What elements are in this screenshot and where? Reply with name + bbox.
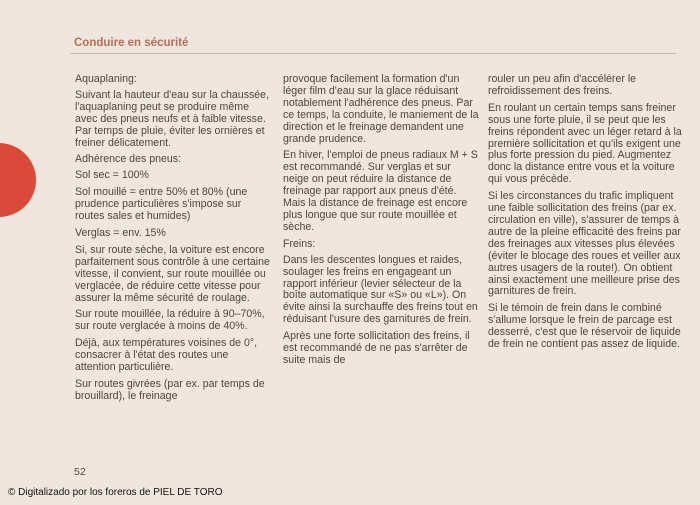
route-seche-paragraph: Si, sur route sèche, la voiture est encore parfaitement sous contrôle à une certaine vitesse, il convient, sur route mouillée ou verglacée, de réduire cette vitesse pour assurer la même sécurité de roulage. [75,243,270,304]
section-tab-marker [0,143,36,217]
text-column-1 [75,74,271,408]
freins-heading: Freins: [283,237,316,250]
descentes-paragraph: Dans les descentes longues et raides, soulager les freins en engageant un rapport inférieur (levier sélecteur de la boîte automatique sur «S» ou «L»). On évite ainsi la surchauffe des freins tout en réduisant l'usure des garnitures de frein. [283,253,478,326]
temoin-paragraph: Si le témoin de frein dans le combiné s'allume lorsque le frein de parcage est desserré, c'est que le réservoir de liquide de frein ne contient pas assez de liquide. [488,302,681,351]
scan-credit: © Digitalizado por los foreros de PIEL DE TORO [8,487,223,498]
adherence-heading: Adhérence des pneus: [75,153,182,166]
givrees-continuation-paragraph: provoque facilement la formation d'un léger film d'eau sur la glace réduisant notablement l'adhérence des pneus. Par ce temps, la conduite, le maniement de la direction et le freinage demandent une grande prudence. [283,73,479,145]
refroidissement-paragraph: rouler un peu afin d'accélérer le refroidissement des freins. [488,73,637,97]
trafic-paragraph: Si les circonstances du trafic impliquent une faible sollicitation des freins (par ex. circulation en ville), s'assurer de temps à autre de la pleine efficacité des freins par des freinages aux vitesses plus élevées (éviter le blocage des roues et veiller aux autres usagers de la route!). On obtient ainsi exactement une meilleure prise des garnitures de frein. [488,190,681,298]
section-title: Conduire en sécurité [74,37,189,49]
text-column-3 [488,74,684,356]
aquaplaning-paragraph: Suivant la hauteur d'eau sur la chaussée, l'aquaplaning peut se produire même avec des pneus neufs et à faible vitesse. Par temps de pluie, éviter les ornières et freiner délicatement. [75,88,270,149]
hiver-paragraph: En hiver, l'emploi de pneus radiaux M + S est recommandé. Sur verglas et sur neige on peut réduire la distance de freinage par rapport aux pneus d'été. Mais la distance de freinage est encore plus longue que sur route mouillée et sèche. [283,149,478,233]
sol-sec-line: Sol sec = 100% [75,169,149,182]
temperatures-paragraph: Déjà, aux températures voisines de 0°, consacrer à l'état des routes une attention particulière. [75,337,258,374]
sol-mouille-line: Sol mouillé = entre 50% et 80% (une prudence particulières s'impose sur routes sales et humides) [75,186,248,223]
page-number: 52 [74,466,86,478]
text-column-2 [283,74,479,372]
forte-pluie-paragraph: En roulant un certain temps sans freiner sous une forte pluie, il se peut que les freins répondent avec un léger retard à la première sollicitation et qu'ils exigent une plus forte pression du pied. Augmentez donc la distance entre vous et la voiture qui vous précède. [488,101,682,186]
route-mouillee-paragraph: Sur route mouillée, la réduire à 90–70%, sur route verglacée à moins de 40%. [75,308,265,333]
header-divider [70,53,676,54]
verglas-line: Verglas = env. 15% [75,226,166,239]
sollicitation-paragraph: Après une forte sollicitation des freins, il est recommandé de ne pas s'arrêter de suite mais de [283,330,470,366]
aquaplaning-heading: Aquaplaning: [75,73,137,85]
routes-givrees-paragraph: Sur routes givrées (par ex. par temps de brouillard), le freinage [75,377,265,402]
